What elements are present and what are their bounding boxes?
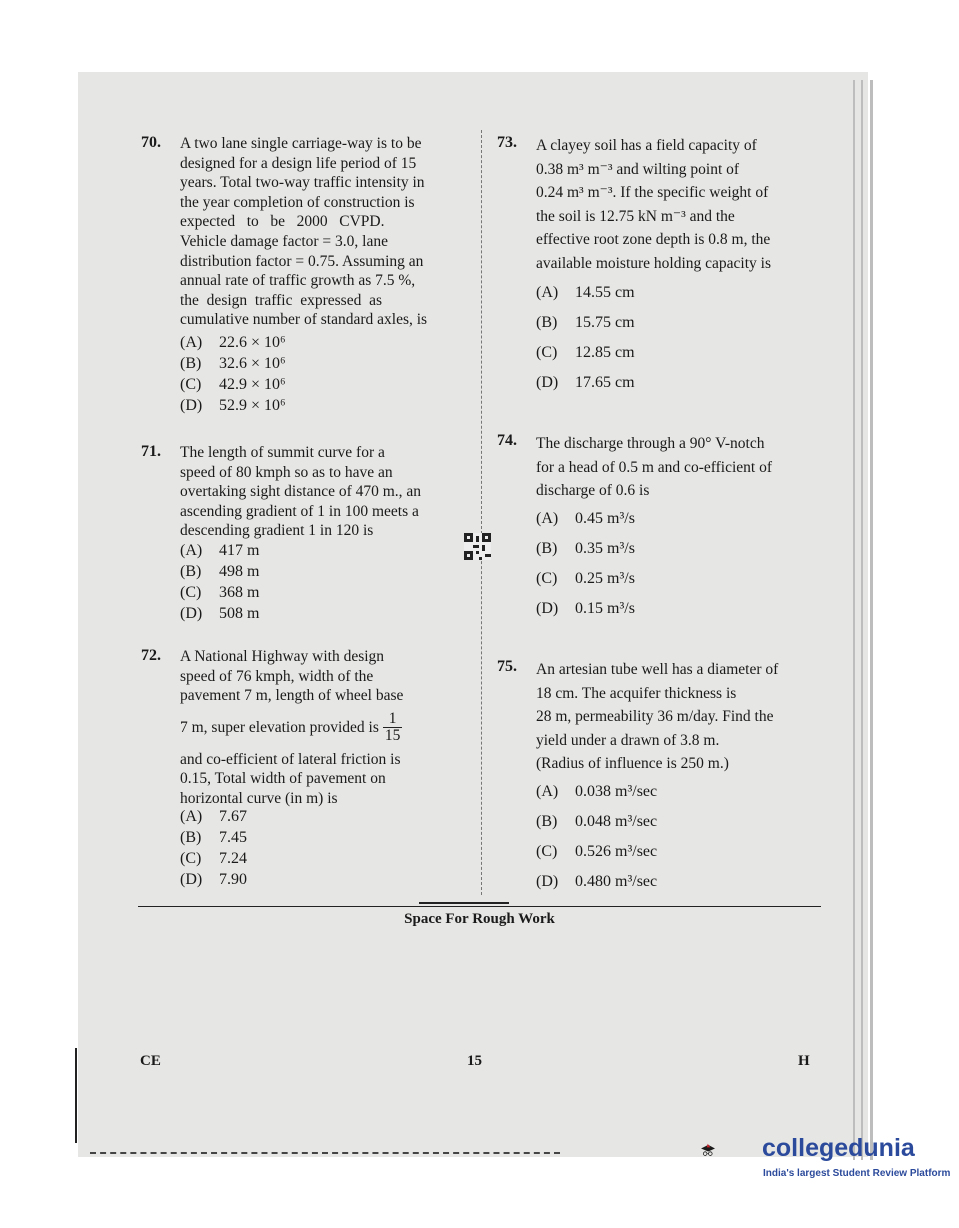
page-number: 15	[467, 1053, 482, 1069]
option-b[interactable]	[536, 314, 635, 332]
option-c[interactable]	[180, 584, 259, 602]
option-a[interactable]	[180, 542, 259, 560]
question-number: 70.	[141, 134, 161, 151]
option-b[interactable]	[180, 829, 247, 847]
option-text: 0.35 m³/s	[575, 540, 635, 557]
text-line: descending gradient 1 in 120 is	[180, 522, 374, 540]
fraction-numerator: 1	[383, 711, 403, 728]
option-a[interactable]	[536, 783, 657, 801]
text-line: the design traffic expressed as	[180, 291, 383, 309]
option-label: (C)	[536, 570, 558, 587]
option-label: (D)	[536, 873, 559, 890]
text-line: available moisture holding capacity is	[536, 254, 772, 272]
option-text: 0.048 m³/sec	[575, 813, 658, 830]
option-text: 17.65 cm	[575, 374, 635, 391]
option-label: (A)	[180, 808, 203, 825]
fraction	[383, 711, 403, 744]
booklet-series: H	[798, 1053, 810, 1069]
option-text: 32.6 × 10⁶	[219, 355, 286, 372]
text-line: the year completion of construction is	[180, 193, 415, 211]
text-line: A two lane single carriage-way is to be	[180, 135, 422, 152]
question-text	[180, 443, 450, 541]
text-line: A clayey soil has a field capacity of	[536, 137, 757, 154]
text-line: for a head of 0.5 m and co-efficient of	[536, 458, 772, 476]
page-edge	[861, 80, 863, 1160]
text-line: 0.15, Total width of pavement on	[180, 770, 386, 788]
option-label: (B)	[536, 540, 558, 557]
option-a[interactable]	[180, 808, 247, 826]
option-text: 42.9 × 10⁶	[219, 376, 286, 393]
option-label: (B)	[180, 563, 202, 580]
question-number: 74.	[497, 432, 517, 449]
text-line: speed of 80 kmph so as to have an	[180, 463, 393, 481]
text-line: 0.24 m³ m⁻³. If the specific weight of	[536, 184, 769, 202]
option-label: (D)	[180, 871, 203, 888]
rule-accent	[419, 902, 509, 904]
option-label: (C)	[180, 584, 202, 601]
option-text: 0.45 m³/s	[575, 510, 635, 527]
option-text: 7.45	[219, 829, 247, 846]
option-d[interactable]	[536, 374, 635, 392]
text-line: The length of summit curve for a	[180, 444, 385, 461]
text-line: The discharge through a 90° V-notch	[536, 435, 765, 452]
option-d[interactable]	[180, 397, 286, 415]
option-c[interactable]	[180, 850, 247, 868]
page-edge	[853, 80, 855, 1160]
question-text	[180, 647, 450, 809]
option-label: (B)	[536, 314, 558, 331]
option-text: 417 m	[219, 542, 260, 559]
option-label: (D)	[180, 397, 203, 414]
option-c[interactable]	[536, 344, 635, 362]
option-a[interactable]	[536, 284, 635, 302]
fraction-line	[180, 706, 450, 750]
brand-name: collegedunia	[762, 1134, 915, 1162]
text-line: (Radius of influence is 250 m.)	[536, 755, 729, 773]
brand-tagline: India's largest Student Review Platform	[763, 1168, 951, 1179]
option-text: 7.90	[219, 871, 247, 888]
text-line: Vehicle damage factor = 3.0, lane	[180, 232, 388, 250]
text-line: pavement 7 m, length of wheel base	[180, 687, 404, 705]
option-label: (C)	[180, 850, 202, 867]
option-a[interactable]	[180, 334, 286, 352]
page-edge	[870, 80, 873, 1160]
text-line: horizontal curve (in m) is	[180, 789, 338, 807]
option-text: 22.6 × 10⁶	[219, 334, 286, 351]
question-text	[536, 658, 808, 776]
text-line: 7 m, super elevation provided is	[180, 718, 379, 736]
option-label: (C)	[536, 843, 558, 860]
question-number: 71.	[141, 443, 161, 460]
option-d[interactable]	[536, 600, 635, 618]
option-text: 0.25 m³/s	[575, 570, 635, 587]
option-text: 508 m	[219, 605, 260, 622]
option-c[interactable]	[536, 570, 635, 588]
text-line: yield under a drawn of 3.8 m.	[536, 731, 720, 749]
option-b[interactable]	[536, 813, 657, 831]
option-d[interactable]	[180, 605, 259, 623]
option-label: (B)	[536, 813, 558, 830]
text-line: overtaking sight distance of 470 m., an	[180, 483, 422, 501]
option-text: 0.038 m³/sec	[575, 783, 658, 800]
option-text: 14.55 cm	[575, 284, 635, 301]
text-line: ascending gradient of 1 in 100 meets a	[180, 502, 419, 520]
text-line: A National Highway with design	[180, 648, 385, 665]
option-text: 498 m	[219, 563, 260, 580]
option-c[interactable]	[536, 843, 657, 861]
option-text: 7.24	[219, 850, 247, 867]
option-label: (D)	[536, 374, 559, 391]
footer-subject-code: CE	[140, 1053, 161, 1069]
text-line: designed for a design life period of 15	[180, 154, 417, 172]
option-label: (B)	[180, 355, 202, 372]
option-text: 0.480 m³/sec	[575, 873, 658, 890]
option-b[interactable]	[180, 355, 286, 373]
option-text: 0.526 m³/sec	[575, 843, 658, 860]
text-line: 18 cm. The acquifer thickness is	[536, 684, 737, 702]
collegedunia-logo-icon	[700, 1120, 762, 1180]
question-text	[180, 134, 461, 330]
option-b[interactable]	[536, 540, 635, 558]
option-d[interactable]	[536, 873, 657, 891]
dashed-edge	[90, 1152, 560, 1154]
text-line: expected to be 2000 CVPD.	[180, 213, 385, 231]
text-line: 0.38 m³ m⁻³ and wilting point of	[536, 160, 740, 178]
column-divider	[481, 130, 483, 895]
text-line: distribution factor = 0.75. Assuming an	[180, 252, 424, 270]
question-number: 73.	[497, 134, 517, 151]
option-text: 0.15 m³/s	[575, 600, 635, 617]
text-line: annual rate of traffic growth as 7.5 %,	[180, 272, 416, 290]
text-line: years. Total two-way traffic intensity in	[180, 174, 425, 192]
option-label: (A)	[536, 284, 559, 301]
option-text: 7.67	[219, 808, 247, 825]
text-line: cumulative number of standard axles, is	[180, 311, 428, 329]
option-label: (A)	[536, 783, 559, 800]
option-label: (A)	[536, 510, 559, 527]
option-a[interactable]	[536, 510, 635, 528]
text-line: 28 m, permeability 36 m/day. Find the	[536, 708, 774, 726]
option-text: 368 m	[219, 584, 260, 601]
text-line: effective root zone depth is 0.8 m, the	[536, 231, 771, 249]
option-label: (B)	[180, 829, 202, 846]
option-label: (A)	[180, 542, 203, 559]
text-line: An artesian tube well has a diameter of	[536, 661, 779, 678]
option-label: (D)	[180, 605, 203, 622]
margin-mark	[75, 1048, 77, 1143]
question-number: 72.	[141, 647, 161, 664]
option-b[interactable]	[180, 563, 259, 581]
option-label: (C)	[180, 376, 202, 393]
qr-code-icon	[464, 533, 491, 560]
rough-work-label: Space For Rough Work	[404, 911, 555, 927]
option-label: (C)	[536, 344, 558, 361]
question-number: 75.	[497, 658, 517, 675]
text-line: and co-efficient of lateral friction is	[180, 750, 401, 768]
question-text	[536, 134, 808, 276]
text-line: speed of 76 kmph, width of the	[180, 667, 374, 685]
text-line: discharge of 0.6 is	[536, 482, 650, 500]
option-label: (A)	[180, 334, 203, 351]
question-text	[536, 432, 808, 503]
option-text: 52.9 × 10⁶	[219, 397, 286, 414]
option-label: (D)	[536, 600, 559, 617]
horizontal-rule	[138, 906, 821, 907]
option-d[interactable]	[180, 871, 247, 889]
option-c[interactable]	[180, 376, 286, 394]
option-text: 12.85 cm	[575, 344, 635, 361]
text-line: the soil is 12.75 kN m⁻³ and the	[536, 207, 735, 225]
option-text: 15.75 cm	[575, 314, 635, 331]
fraction-denominator: 15	[384, 727, 401, 745]
